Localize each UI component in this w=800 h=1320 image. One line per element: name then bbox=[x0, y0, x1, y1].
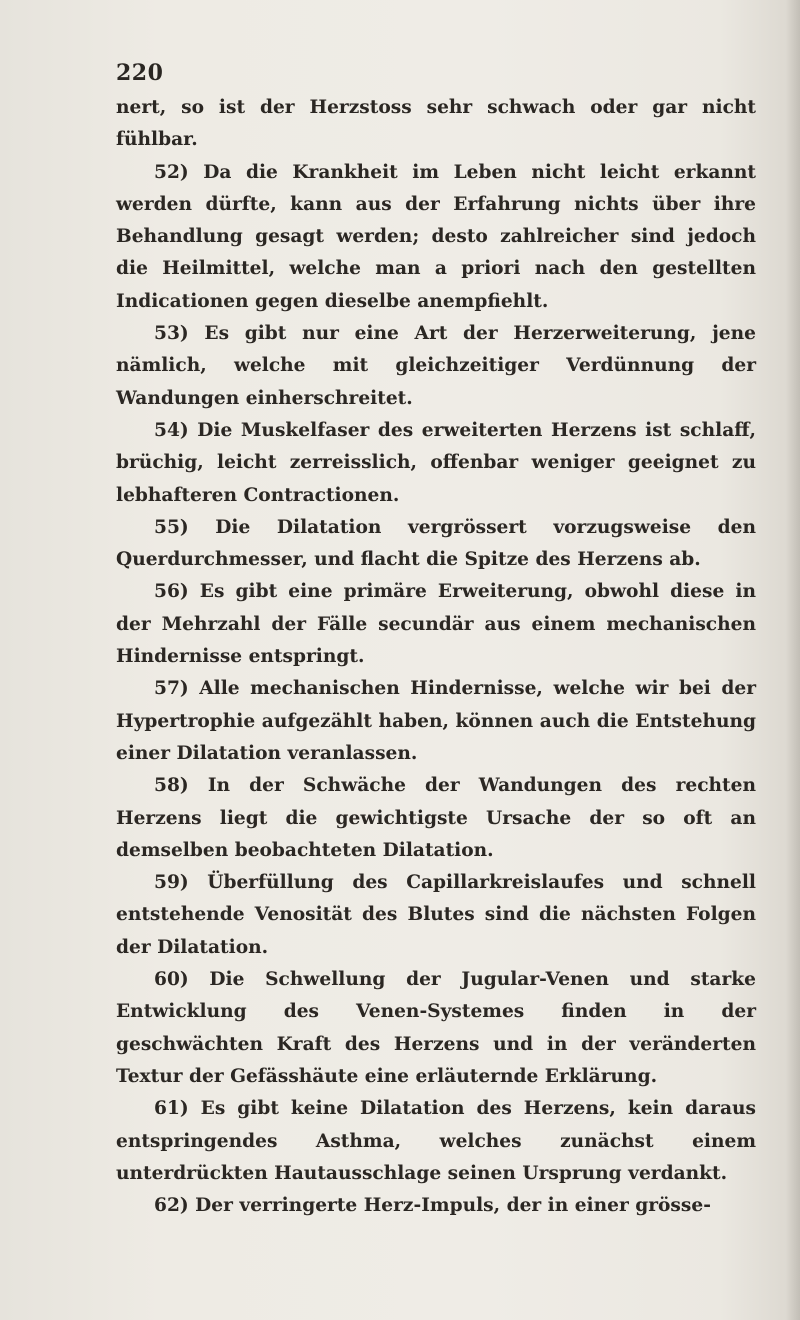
paragraph-number: 52) bbox=[154, 161, 189, 183]
paragraph-text: nert, so ist der Herzstoss sehr schwach oder gar nicht fühlbar. bbox=[116, 97, 756, 151]
paragraph bbox=[116, 964, 756, 1093]
paragraph-text: Die Schwellung der Jugular-Venen und starke Entwicklung des Venen-Systemes finden in der geschwächten Kraft des Herzens und in der veränderten Textur der Gefässhäute eine erläuternde Erklärung. bbox=[116, 969, 756, 1087]
paragraph bbox=[116, 157, 756, 318]
paragraph-text: Es gibt nur eine Art der Herzerweiterung, jene nämlich, welche mit gleichzeitiger Verdünnung der Wandungen einherschreitet. bbox=[116, 323, 756, 409]
paragraph bbox=[116, 576, 756, 673]
paragraph bbox=[116, 867, 756, 964]
paragraph-text: Da die Krankheit im Leben nicht leicht erkannt werden dürfte, kann aus der Erfahrung nichts über ihre Behandlung gesagt werden; desto zahlreicher sind jedoch die Heilmittel, welche man a priori nach den gestellten Indicationen gegen dieselbe anempfiehlt. bbox=[116, 161, 757, 312]
paragraph bbox=[116, 512, 756, 577]
paragraph bbox=[116, 1190, 756, 1222]
paragraph-text: In der Schwäche der Wandungen des rechten Herzens liegt die gewichtigste Ursache der so oft an demselben beobachteten Dilatation. bbox=[116, 775, 756, 861]
paragraph-number: 56) bbox=[154, 581, 189, 603]
page-edge-shadow bbox=[786, 0, 800, 1320]
paragraph bbox=[116, 1093, 756, 1190]
paragraph-number: 60) bbox=[154, 969, 189, 991]
paragraph-number: 57) bbox=[154, 678, 189, 700]
paragraph-number: 53) bbox=[154, 323, 189, 345]
paragraph-text: Es gibt eine primäre Erweiterung, obwohl diese in der Mehrzahl der Fälle secundär aus einem mechanischen Hindernisse entspringt. bbox=[116, 581, 756, 668]
paragraph-text: Die Dilatation vergrössert vorzugsweise den Querdurchmesser, und flacht die Spitze des Herzens ab. bbox=[116, 516, 757, 571]
paragraph-text: Überfüllung des Capillarkreislaufes und schnell entstehende Venosität des Blutes sind die nächsten Folgen der Dilatation. bbox=[116, 872, 756, 958]
paragraph-number: 58) bbox=[154, 775, 189, 797]
paragraph bbox=[116, 673, 756, 770]
paragraph-number: 59) bbox=[154, 872, 189, 894]
paragraph bbox=[116, 318, 756, 415]
body-text bbox=[116, 92, 756, 1222]
paragraph bbox=[116, 770, 756, 867]
paragraph bbox=[116, 92, 756, 157]
paragraph bbox=[116, 415, 756, 512]
paragraph-number: 61) bbox=[154, 1098, 189, 1120]
page-number: 220 bbox=[116, 60, 164, 86]
paragraph-text: Es gibt keine Dilatation des Herzens, kein daraus entspringendes Asthma, welches zunächst einem unterdrückten Hautausschlage seinen Ursprung verdankt. bbox=[116, 1098, 756, 1184]
paragraph-number: 54) bbox=[154, 419, 189, 441]
paragraph-number: 62) bbox=[154, 1195, 189, 1217]
paragraph-text: Alle mechanischen Hindernisse, welche wir bei der Hypertrophie aufgezählt haben, können auch die Entstehung einer Dilatation veranlassen. bbox=[116, 678, 756, 764]
paragraph-text: Der verringerte Herz-Impuls, der in einer grösse- bbox=[195, 1195, 711, 1217]
paragraph-number: 55) bbox=[154, 516, 189, 538]
paragraph-text: Die Muskelfaser des erweiterten Herzens ist schlaff, brüchig, leicht zerreisslich, offenbar weniger geeignet zu lebhafteren Contractionen. bbox=[116, 419, 756, 506]
